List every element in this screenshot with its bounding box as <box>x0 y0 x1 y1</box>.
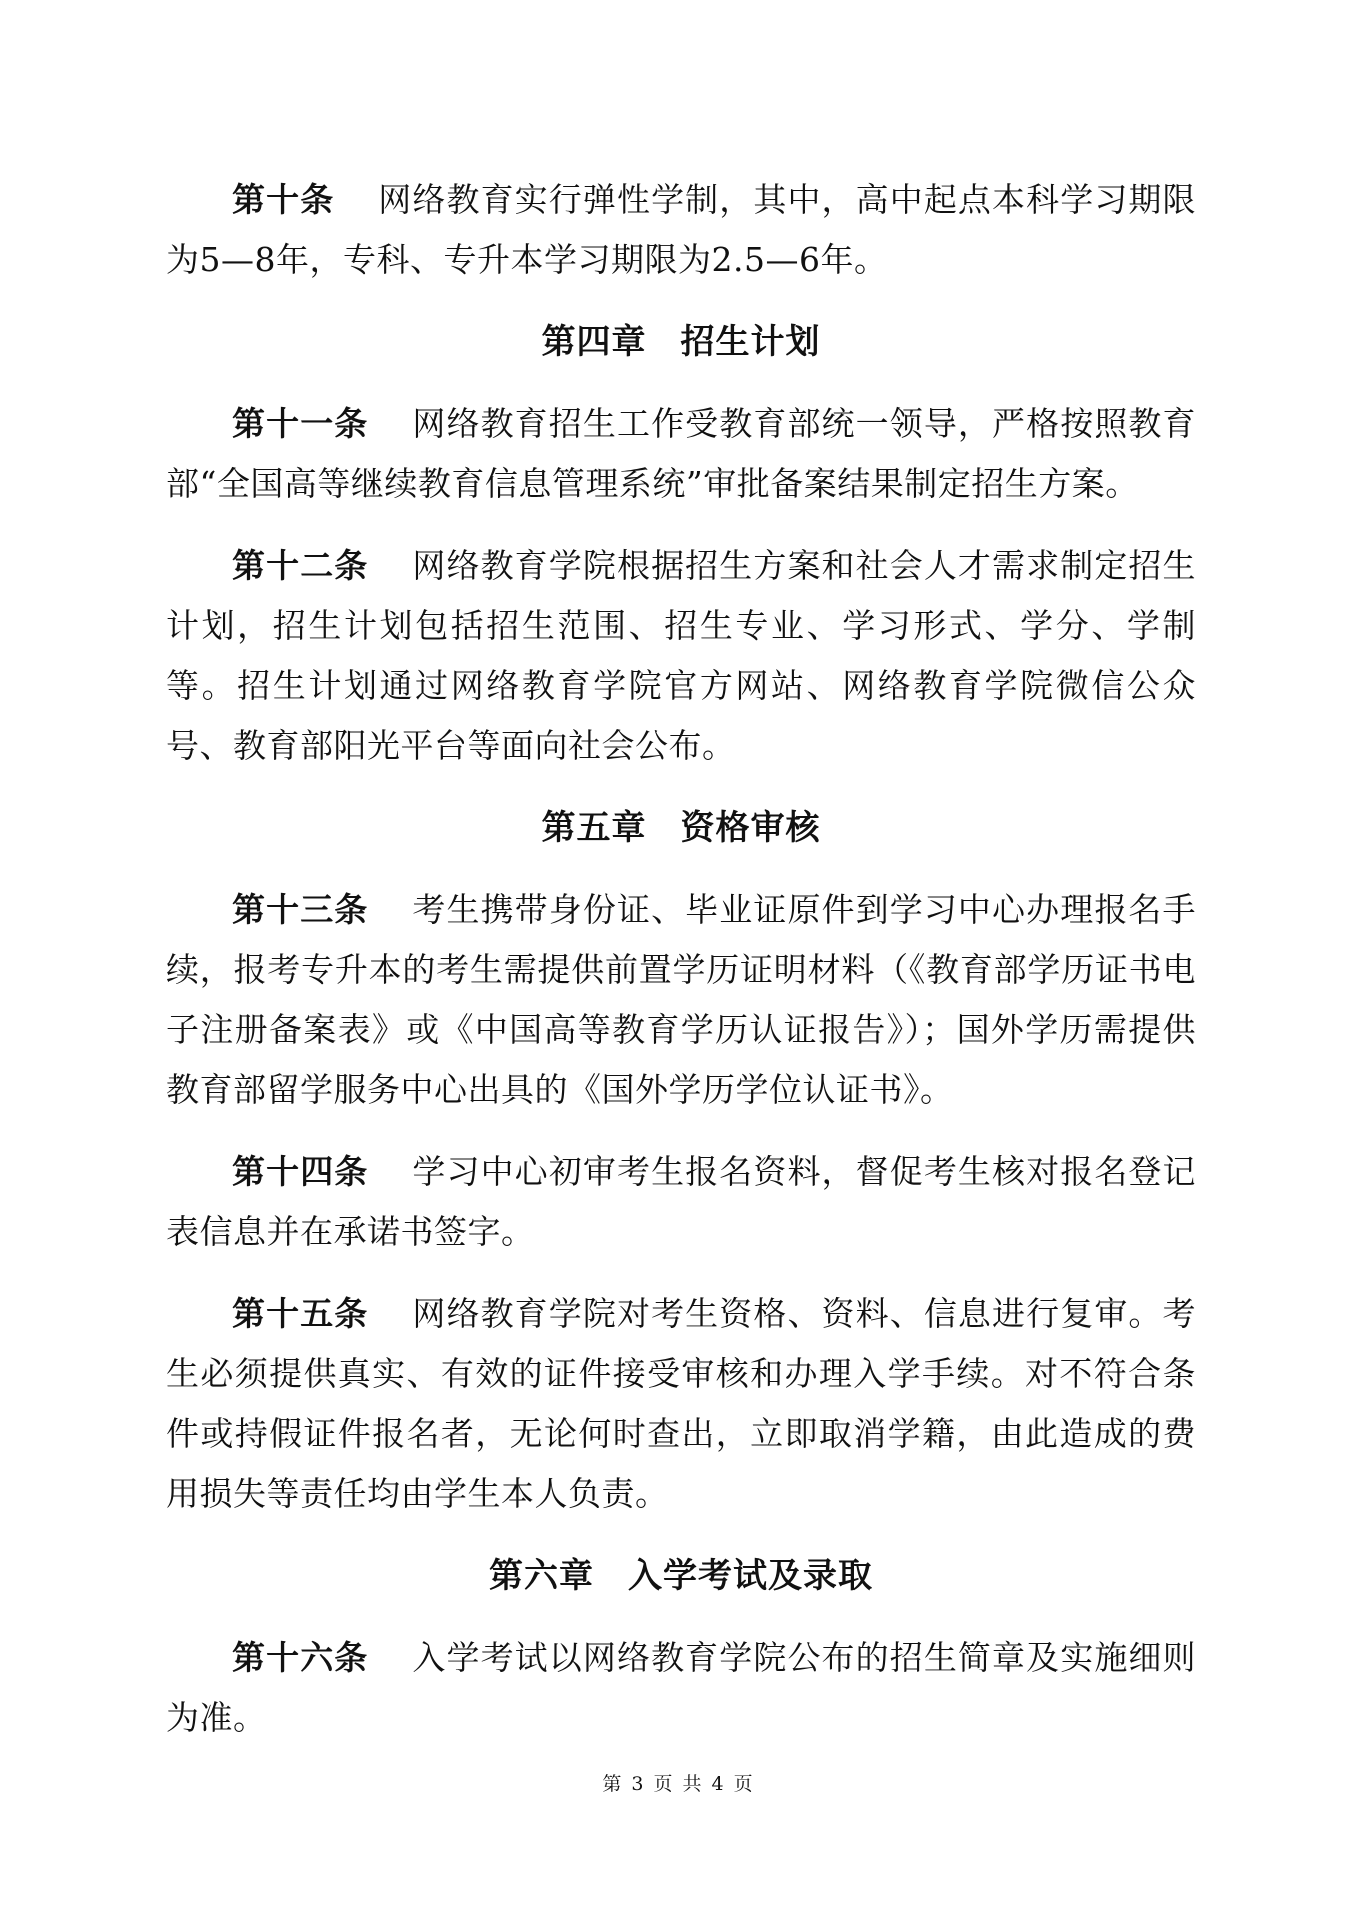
article-text: 入学考试以网络教育学院公布的招生简章及实施细则为准。 <box>166 1638 1197 1737</box>
chapter-heading-6 <box>166 1546 1196 1606</box>
article-text: 网络教育实行弹性学制，其中，高中起点本科学习期限为5—8年，专科、专升本学习期限为2.5—6年。 <box>166 180 1197 279</box>
article-12 <box>166 536 1196 776</box>
article-16 <box>166 1628 1196 1748</box>
chapter-title: 招生计划 <box>680 322 821 362</box>
article-text: 考生携带身份证、毕业证原件到学习中心办理报名手续，报考专升本的考生需提供前置学历证明材料（《教育部学历证书电子注册备案表》或《中国高等教育学历认证报告》）；国外学历需提供教育部留学服务中心出具的《国外学历学位认证书》。 <box>166 890 1197 1109</box>
article-10 <box>166 170 1196 290</box>
article-number: 第十四条 <box>232 1152 369 1191</box>
article-number: 第十一条 <box>232 404 369 443</box>
page-number-label: 第 3 页 共 4 页 <box>602 1773 755 1795</box>
chapter-heading-4 <box>166 312 1196 372</box>
article-15 <box>166 1284 1196 1524</box>
article-text: 网络教育学院根据招生方案和社会人才需求制定招生计划，招生计划包括招生范围、招生专业、学习形式、学分、学制等。招生计划通过网络教育学院官方网站、网络教育学院微信公众号、教育部阳光平台等面向社会公布。 <box>166 546 1197 765</box>
chapter-heading-5 <box>166 798 1196 858</box>
chapter-number: 第六章 <box>489 1556 594 1596</box>
page-footer <box>0 1772 1357 1796</box>
article-14 <box>166 1142 1196 1262</box>
chapter-number: 第五章 <box>541 808 647 848</box>
chapter-title: 入学考试及录取 <box>628 1556 873 1596</box>
article-text: 网络教育学院对考生资格、资料、信息进行复审。考生必须提供真实、有效的证件接受审核和办理入学手续。对不符合条件或持假证件报名者，无论何时查出，立即取消学籍，由此造成的费用损失等责任均由学生本人负责。 <box>166 1294 1197 1513</box>
article-number: 第十五条 <box>232 1294 369 1333</box>
article-text: 学习中心初审考生报名资料，督促考生核对报名登记表信息并在承诺书签字。 <box>166 1152 1197 1251</box>
article-number: 第十二条 <box>232 546 369 585</box>
document-body <box>166 170 1196 1770</box>
article-number: 第十条 <box>232 180 335 219</box>
article-11 <box>166 394 1196 514</box>
article-number: 第十六条 <box>232 1638 369 1677</box>
article-text: 网络教育招生工作受教育部统一领导，严格按照教育部“全国高等继续教育信息管理系统”审批备案结果制定招生方案。 <box>166 404 1197 503</box>
chapter-number: 第四章 <box>541 322 647 362</box>
article-number: 第十三条 <box>232 890 369 929</box>
chapter-title: 资格审核 <box>680 808 821 848</box>
article-13 <box>166 880 1196 1120</box>
